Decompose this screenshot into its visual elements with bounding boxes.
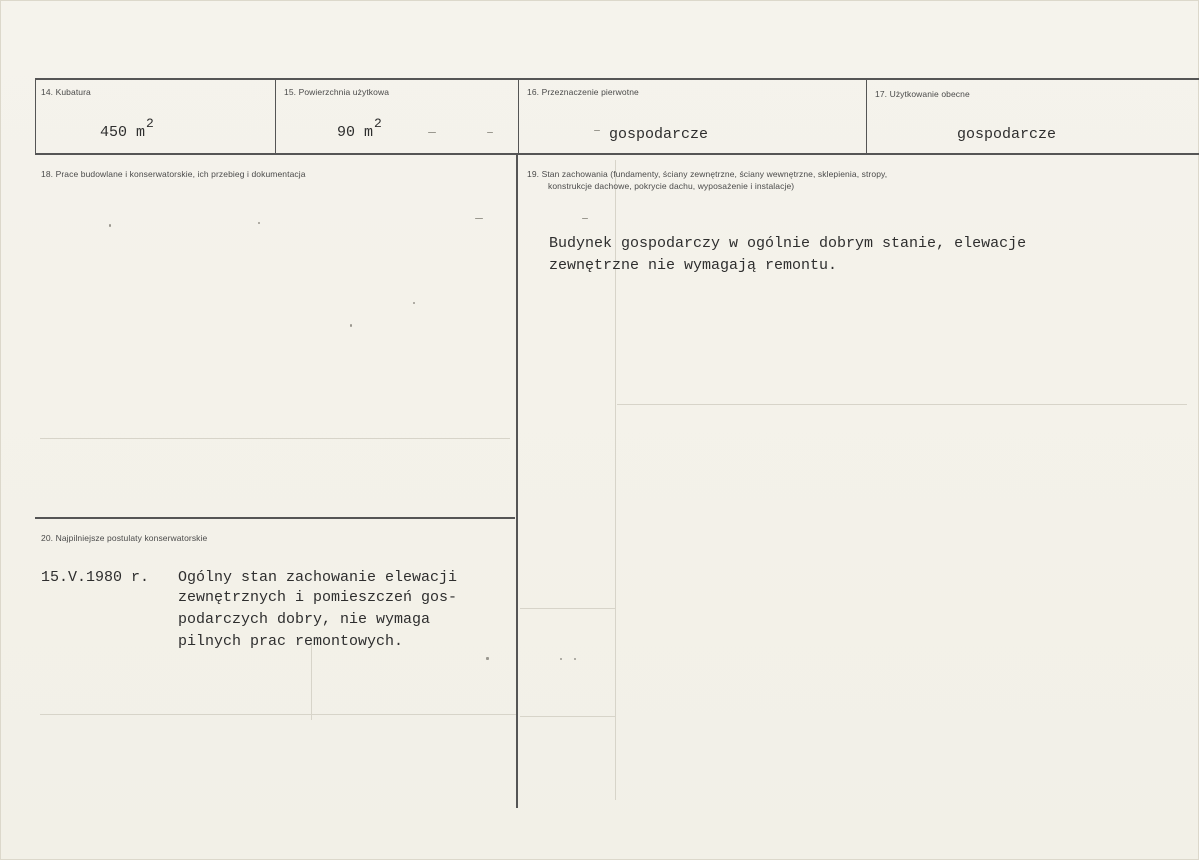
- grid-line-row2: [35, 153, 1199, 155]
- paper-speck: [109, 224, 111, 227]
- bleed-line: [311, 640, 312, 720]
- paper-speck: [428, 132, 436, 133]
- field-20-label: 20. Najpilniejsze postulaty konserwatorskie: [41, 533, 208, 543]
- field-18-label: 18. Prace budowlane i konserwatorskie, ich przebieg i dokumentacja: [41, 169, 306, 179]
- field-19-text-line1: Budynek gospodarczy w ogólnie dobrym stanie, elewacje: [549, 235, 1027, 252]
- grid-divider-18-19: [516, 155, 518, 808]
- field-17-label: 17. Użytkowanie obecne: [875, 89, 970, 99]
- grid-divider-14-15: [275, 78, 276, 155]
- grid-line-top: [35, 78, 1199, 80]
- field-15-label: 15. Powierzchnia użytkowa: [284, 87, 390, 97]
- bleed-line: [520, 608, 615, 609]
- field-20-text-line3: podarczych dobry, nie wymaga: [178, 611, 431, 628]
- bleed-line: [40, 714, 516, 715]
- field-19-text-line2: zewnętrzne nie wymagają remontu.: [549, 257, 838, 274]
- paper-speck: [594, 130, 600, 131]
- paper-speck: [487, 132, 493, 133]
- paper-speck: [560, 658, 562, 660]
- bleed-line: [40, 438, 510, 439]
- field-20-text-line2: zewnętrznych i pomieszczeń gos-: [178, 589, 458, 606]
- field-20-text-line1: Ogólny stan zachowanie elewacji: [178, 569, 458, 586]
- grid-divider-15-16: [518, 78, 519, 155]
- field-14-value: 450 m2: [100, 116, 154, 141]
- field-16-label: 16. Przeznaczenie pierwotne: [527, 87, 639, 97]
- paper-speck: [413, 302, 415, 304]
- field-16-value: gospodarcze: [609, 126, 709, 143]
- field-19-label-line2: konstrukcje dachowe, pokrycie dachu, wyposażenie i instalacje): [548, 181, 795, 191]
- bleed-line: [617, 404, 1187, 405]
- field-19-label-line1: 19. Stan zachowania (fundamenty, ściany zewnętrzne, ściany wewnętrzne, sklepienia, stropy,: [527, 169, 888, 179]
- paper-speck: [350, 324, 352, 327]
- field-20-date: 15.V.1980 r.: [41, 569, 150, 586]
- paper-speck: [486, 657, 489, 660]
- grid-line-left: [35, 78, 36, 155]
- paper-speck: [475, 218, 483, 219]
- paper-speck: [574, 658, 576, 660]
- paper-speck: [258, 222, 260, 224]
- field-17-value: gospodarcze: [957, 126, 1057, 143]
- bleed-line: [520, 716, 615, 717]
- field-14-label: 14. Kubatura: [41, 87, 91, 97]
- grid-divider-16-17: [866, 78, 867, 155]
- paper-speck: [582, 218, 588, 219]
- field-15-value: 90 m2: [337, 116, 382, 141]
- field-20-text-line4: pilnych prac remontowych.: [178, 633, 404, 650]
- grid-line-field20: [35, 517, 515, 519]
